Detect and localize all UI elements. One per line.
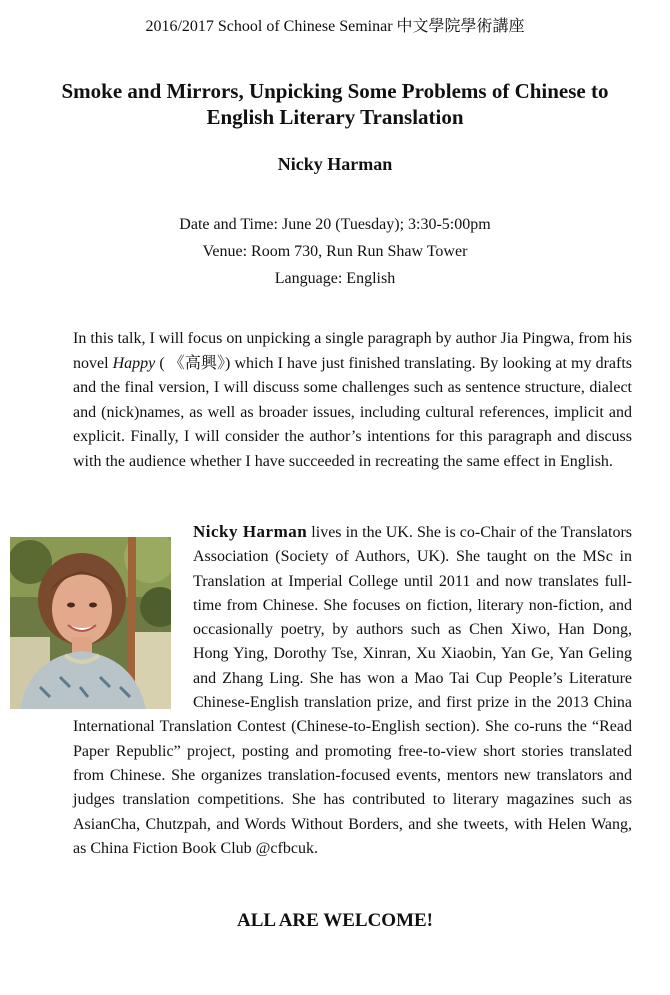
talk-abstract (73, 327, 632, 474)
speaker-bio (73, 520, 632, 861)
novel-chinese-title: ( 《高興》) (155, 354, 235, 372)
bio-text: lives in the UK. She is co-Chair of the Translators Association (Society of Authors, UK). She taught on the MSc in Translation at Imperial College until 2011 and now translates full-time from Chinese. She focuses on fiction, literary non-fiction, and occasionally poetry, by authors such as Chen Xiwo, Han Dong, Hong Ying, Dorothy Tse, Xinran, Xu Xiaobin, Yan Ge, Yan Geling and Zhang Ling. She has won a Mao Tai Cup People’s Literature Chinese-English translation prize, and first prize in the 2013 China International Translation Contest (Chinese-to-English section). She co-runs the “Read Paper Republic” project, posting and promoting free-to-view short stories translated from Chinese. She organizes translation-focused events, mentors new translators and judges translation competitions. She has contributed to literary magazines such as AsianCha, Chutzpah, and Words Without Borders, and she tweets, with Helen Wang, as China Fiction Book Club @cfbcuk. (73, 524, 632, 857)
welcome-message: ALL ARE WELCOME! (236, 910, 434, 931)
speaker-name: Nicky Harman (277, 154, 393, 174)
seminar-header: 2016/2017 School of Chinese Seminar 中文學院學術講座 (145, 18, 525, 35)
bio-speaker-name: Nicky Harman (193, 522, 308, 541)
talk-title: Smoke and Mirrors, Unpicking Some Problems of Chinese to English Literary Translation (61, 79, 609, 129)
venue: Venue: Room 730, Run Run Shaw Tower (202, 243, 468, 260)
abstract-intro: In this talk, I will focus on unpicking a single paragraph by author Jia Pingwa, from his novel (73, 330, 633, 372)
date-time: Date and Time: June 20 (Tuesday); 3:30-5:00pm (179, 216, 491, 233)
novel-title: Happy (112, 354, 156, 372)
event-details (0, 211, 670, 292)
photo-spacer (73, 520, 193, 714)
language: Language: English (274, 270, 396, 287)
abstract-body: which I have just finished translating. By looking at my drafts and the final version, I will discuss some challenges such as sentence structure, dialect and (nick)names, as well as broader issues, including cultural references, implicit and explicit. Finally, I will consider the author’s intentions for this paragraph and discuss with the audience whether I have succeeded in recreating the same effect in English. (73, 354, 632, 470)
